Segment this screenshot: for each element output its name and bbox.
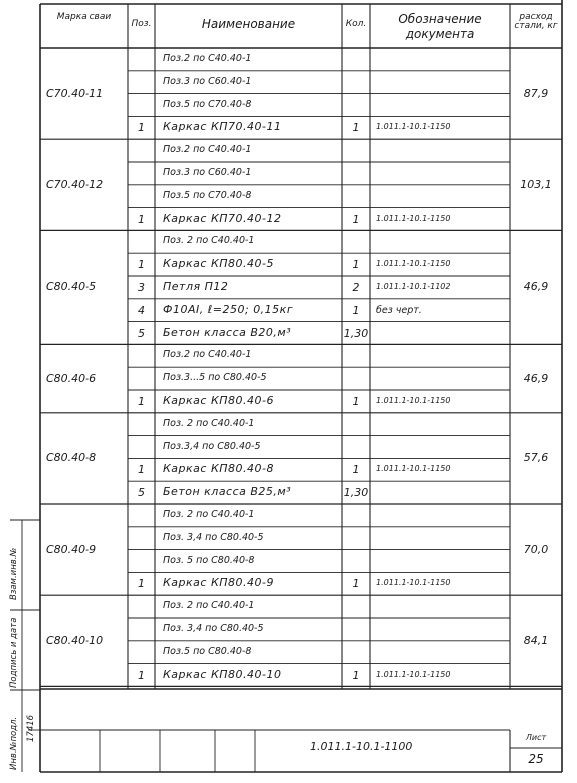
row-kol: 1: [352, 463, 360, 477]
steel-mass: 70,0: [523, 542, 549, 556]
pile-mark: C80.40-8: [46, 451, 97, 465]
row-poz: 1: [138, 395, 145, 408]
row-doc: 1.011.1-10.1-1150: [376, 669, 451, 679]
row-name: Поз. 3,4 по C80.40-5: [163, 623, 264, 634]
document-designation: 1.011.1-10.1-1100: [310, 740, 413, 753]
row-name: Поз.5 по C80.40-8: [163, 645, 252, 657]
column-header-kol: Кол.: [345, 19, 367, 29]
row-poz: 1: [138, 258, 145, 272]
row-name: Поз. 2 по C40.40-1: [163, 417, 255, 429]
steel-mass: 87,9: [523, 86, 549, 100]
column-header-name: Наименование: [201, 17, 296, 31]
steel-mass: 57,6: [523, 451, 549, 465]
row-name: Поз.3 по C60.40-1: [163, 75, 252, 87]
row-poz: 1: [138, 668, 145, 682]
row-doc: 1.011.1-10.1-1150: [376, 122, 451, 132]
strip-label-vzam: Взам.инв.№: [9, 547, 19, 600]
steel-mass: 46,9: [523, 280, 549, 294]
pile-mark: C70.40-12: [46, 177, 104, 191]
row-kol: 1,30: [343, 486, 369, 500]
row-name: Поз.2 по C40.40-1: [163, 144, 252, 156]
row-name: Каркас КП80.40-6: [163, 394, 275, 407]
row-name: Поз. 5 по C80.40-8: [163, 554, 255, 566]
pile-mark: C80.40-9: [46, 542, 97, 556]
row-name: Каркас КП70.40-12: [163, 211, 282, 225]
row-kol: 1,30: [343, 326, 369, 340]
sheet-number: 25: [528, 752, 544, 766]
row-name: Поз.5 по C70.40-8: [163, 189, 252, 201]
row-name: Поз. 2 по C40.40-1: [163, 600, 255, 612]
pile-mark: C80.40-10: [46, 633, 104, 647]
row-name: Бетон класса В20,м³: [163, 325, 292, 339]
row-name: Поз. 2 по C40.40-1: [163, 509, 255, 520]
row-poz: 1: [138, 212, 145, 226]
row-poz: 3: [138, 281, 145, 294]
row-name: Поз.5 по C70.40-8: [163, 98, 252, 110]
row-name: Ф10АI, ℓ=250; 0,15кг: [163, 302, 294, 316]
row-doc: 1.011.1-10.1-1150: [376, 396, 451, 405]
steel-mass: 103,1: [520, 177, 552, 191]
row-kol: 1: [352, 395, 360, 408]
strip-label-inv: Инв.№подл.: [9, 716, 19, 770]
row-kol: 2: [352, 281, 360, 294]
column-header-marka: Марка свaи: [56, 12, 112, 22]
row-kol: 1: [352, 121, 360, 135]
row-name: Поз. 3,4 по C80.40-5: [163, 531, 264, 543]
row-poz: 5: [138, 486, 145, 500]
row-name: Каркас КП70.40-11: [163, 120, 282, 134]
row-doc: 1.011.1-10.1-1102: [376, 282, 451, 291]
column-header-poz: Поз.: [131, 19, 152, 29]
column-header-doc: Обозначение документа: [398, 12, 482, 41]
row-poz: 1: [138, 121, 145, 135]
row-kol: 1: [352, 668, 360, 682]
row-name: Каркас КП80.40-10: [163, 667, 282, 681]
column-header-mass: расход стали, кг: [514, 12, 558, 32]
steel-mass: 46,9: [523, 371, 549, 385]
row-doc: 1.011.1-10.1-1150: [376, 464, 451, 474]
row-kol: 1: [352, 258, 360, 272]
row-doc: 1.011.1-10.1-1150: [376, 578, 451, 588]
strip-label-podpis: Подпись и дата: [9, 617, 19, 688]
row-name: Петля П12: [163, 280, 229, 293]
row-poz: 4: [138, 303, 145, 317]
row-doc: без черт.: [376, 304, 422, 316]
row-poz: 1: [138, 463, 145, 477]
row-kol: 1: [352, 212, 360, 226]
row-kol: 1: [352, 303, 360, 317]
row-name: Поз.3 по C60.40-1: [163, 167, 252, 178]
row-name: Каркас КП80.40-8: [163, 462, 275, 476]
row-name: Каркас КП80.40-5: [163, 257, 275, 271]
row-name: Поз. 2 по C40.40-1: [163, 235, 255, 247]
row-name: Бетон класса В25,м³: [163, 485, 292, 499]
row-poz: 1: [138, 577, 145, 591]
pile-mark: C80.40-5: [46, 280, 97, 294]
row-name: Поз.3...5 по C80.40-5: [163, 372, 267, 384]
row-name: Поз.2 по C40.40-1: [163, 53, 252, 64]
row-name: Поз.2 по C40.40-1: [163, 349, 252, 361]
row-doc: 1.011.1-10.1-1150: [376, 213, 451, 223]
steel-mass: 84,1: [523, 633, 549, 647]
pile-mark: C80.40-6: [46, 371, 97, 385]
pile-mark: C70.40-11: [46, 86, 104, 100]
row-poz: 5: [138, 326, 145, 340]
row-kol: 1: [352, 577, 360, 591]
sheet-label: Лист: [525, 733, 547, 742]
strip-inv-value: 17416: [26, 714, 36, 742]
row-name: Поз.3,4 по C80.40-5: [163, 440, 261, 452]
row-doc: 1.011.1-10.1-1150: [376, 259, 451, 269]
row-name: Каркас КП80.40-9: [163, 576, 275, 590]
